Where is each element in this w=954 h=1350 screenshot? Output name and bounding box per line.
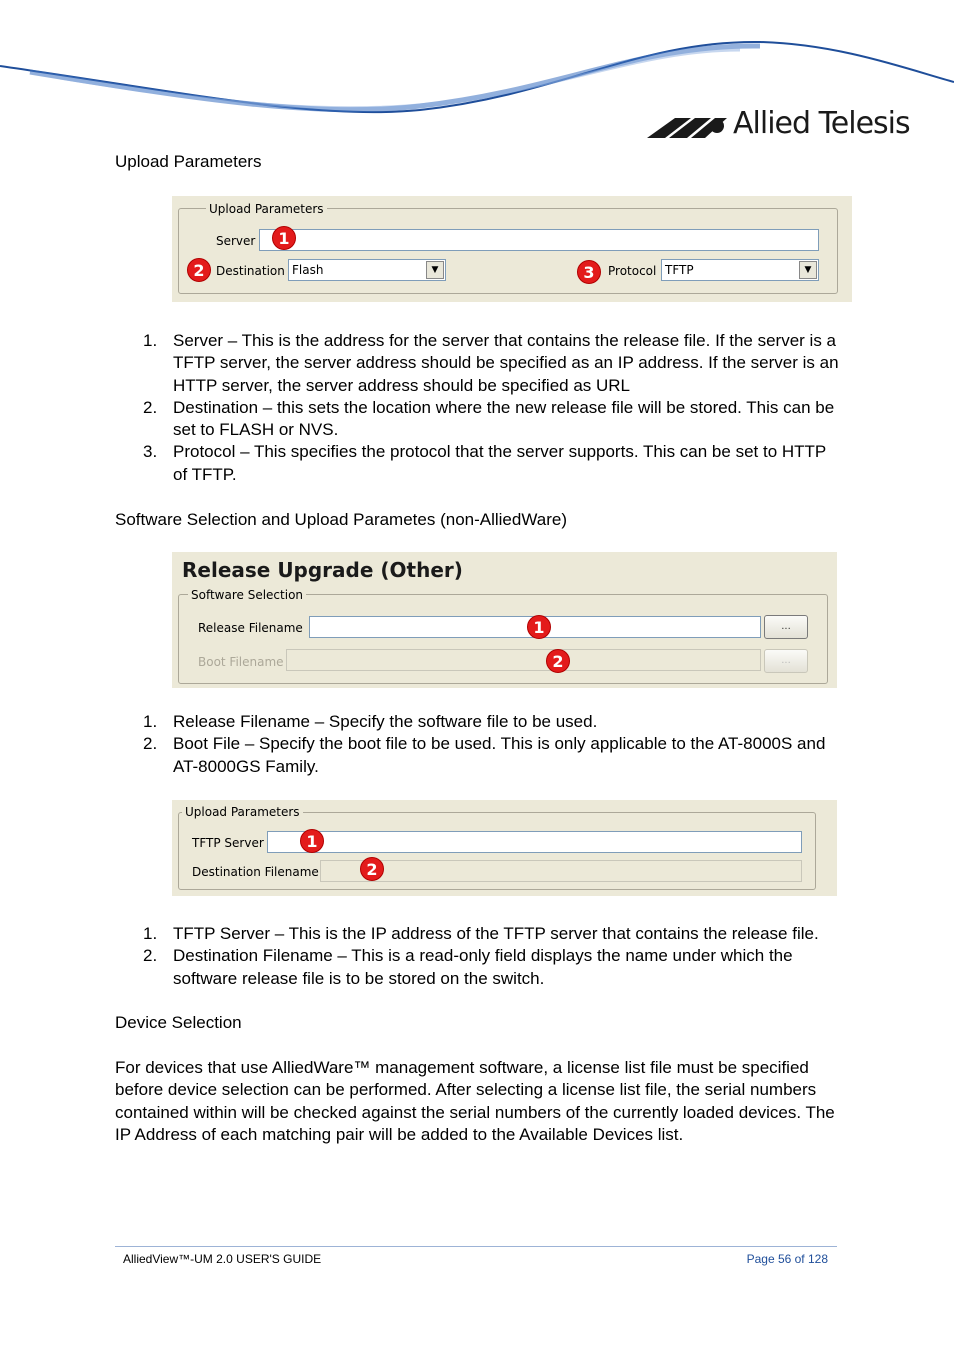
list-item [143,330,843,397]
callout-1-badge: 1 [272,226,296,250]
browse-boot-button: ... [764,649,808,673]
list-item [143,733,843,778]
footer-page-number: Page 56 of 128 [746,1252,828,1266]
protocol-value: TFTP [665,263,694,277]
callout-2-badge: 2 [360,857,384,881]
destination-label: Destination [216,264,285,278]
section-heading-device-selection: Device Selection [115,1013,242,1032]
list-text: – This is the IP address of the TFTP server that contains the release file. [269,924,819,943]
release-upgrade-title: Release Upgrade (Other) [182,558,463,582]
section-heading-software-selection: Software Selection and Upload Parametes (non-AlliedWare) [115,510,567,529]
list-term: Protocol [173,442,236,462]
list-item [143,441,843,486]
release-upgrade-screenshot [172,552,837,688]
group-title: Upload Parameters [206,202,327,216]
protocol-select[interactable] [661,259,819,281]
tftp-server-input[interactable] [267,831,802,853]
list-term: Destination [173,397,259,417]
browse-release-button[interactable]: ... [764,615,808,639]
footer-guide-title: AlliedView™-UM 2.0 USER'S GUIDE [123,1252,322,1266]
list-term: TFTP Server [173,924,270,943]
callout-2-badge: 2 [546,649,570,673]
list-number: 3. [143,442,158,462]
boot-filename-input [286,649,761,671]
tftp-upload-list [143,923,843,990]
list-number: 1. [143,924,158,943]
upload-parameters-group [178,208,838,294]
list-term: Destination Filename [173,946,333,966]
list-term: Server [173,331,224,350]
list-number: 1. [143,331,158,350]
list-item [143,945,843,990]
upload-parameters-screenshot [172,196,852,302]
tftp-server-label: TFTP Server [192,836,264,850]
list-term: Release Filename [173,712,311,731]
callout-2-badge: 2 [187,258,211,282]
callout-1-badge: 1 [527,615,551,639]
footer-divider [115,1246,837,1247]
list-text: – This is the address for the server that contains the release file. If the server is a TFTP server, the server address should be specified as an IP address. If the server is an HTTP server, the server address should be specified as URL [173,331,839,395]
callout-1-badge: 1 [300,829,324,853]
list-text: – this sets the location where the new release file will be stored. This can be set to FLASH or NVS. [173,397,835,440]
server-input[interactable] [259,229,819,251]
list-item [143,923,843,945]
server-label: Server [216,234,256,248]
protocol-label: Protocol [608,264,657,278]
software-selection-list [143,711,843,778]
list-item [143,397,843,442]
list-text: – Specify the boot file to be used. This is only applicable to the AT-8000S and AT-8000GS Family. [173,734,826,776]
device-selection-paragraph: For devices that use AlliedWare™ management software, a license list file must be specified before device selection can be performed. After selecting a license list file, the serial numbers contained within will be checked against the serial numbers of the currently loaded devices. The IP Address of each matching pair will be added to the Available Devices list. [115,1058,835,1144]
list-number: 2. [143,397,158,417]
release-filename-label: Release Filename [198,621,303,635]
list-number: 2. [143,946,158,966]
list-term: Boot File [173,734,241,754]
list-number: 2. [143,734,158,754]
list-number: 1. [143,712,158,731]
chevron-down-icon[interactable]: ▼ [799,261,817,279]
list-text: – This specifies the protocol that the server supports. This can be set to HTTP of TFTP. [173,442,826,484]
section-heading-upload-parameters: Upload Parameters [115,152,262,171]
group-title: Software Selection [188,588,306,602]
upload-parameters-list [143,330,843,486]
upload-parameters-tftp-screenshot [172,800,837,896]
list-item [143,711,843,733]
destination-filename-label: Destination Filename [192,865,319,879]
destination-value: Flash [292,263,324,277]
boot-filename-label: Boot Filename [198,655,284,669]
callout-3-badge: 3 [577,260,601,284]
destination-select[interactable] [288,259,446,281]
destination-filename-input [320,860,802,882]
brand-name: Allied Telesis [733,106,910,141]
list-text: – Specify the software file to be used. [310,712,598,731]
list-text: – This is a read-only field displays the name under which the software release file is to be stored on the switch. [173,946,793,988]
chevron-down-icon[interactable]: ▼ [426,261,444,279]
group-title: Upload Parameters [182,805,303,819]
